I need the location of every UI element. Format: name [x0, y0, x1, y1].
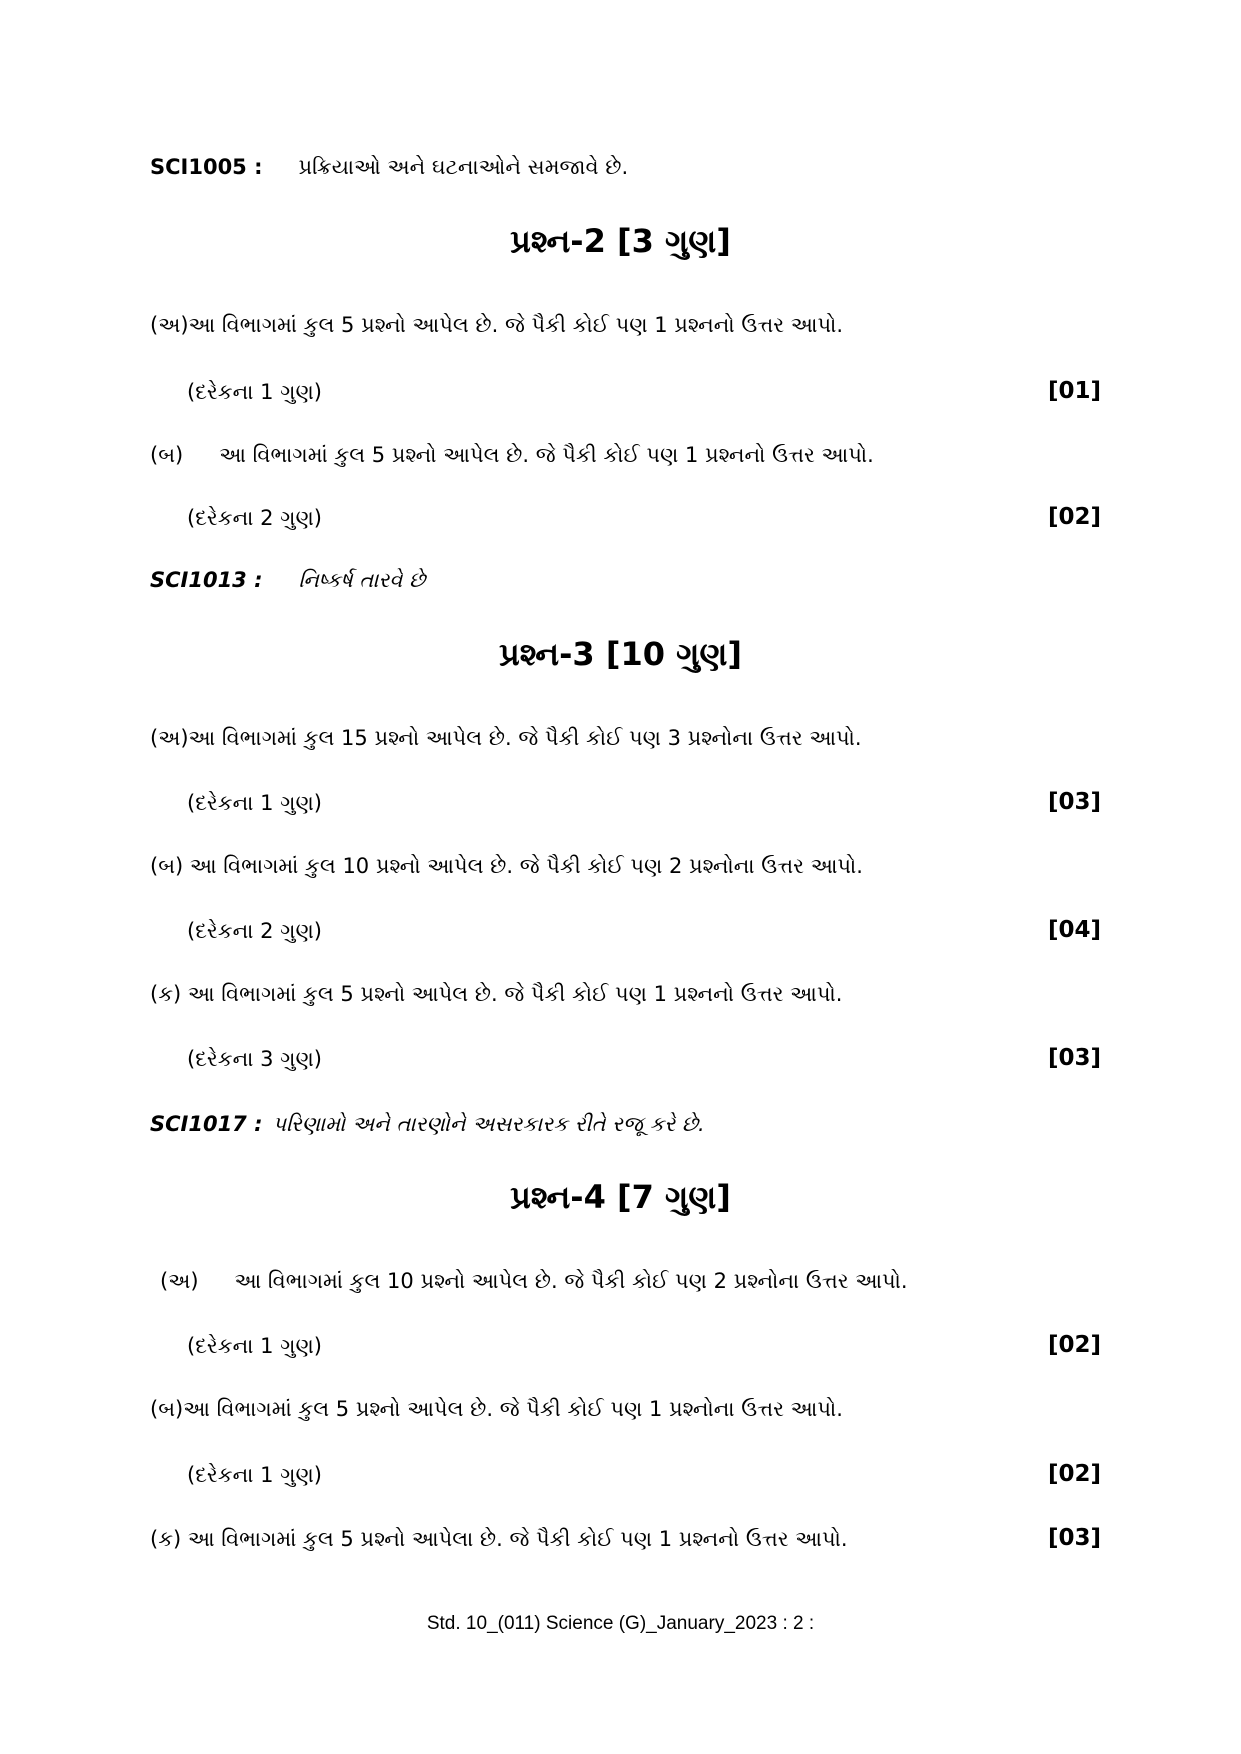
part-label: (અ): [160, 1269, 199, 1293]
part-note: (દરેકના 1 ગુણ): [187, 380, 322, 404]
part-marks: [02]: [1047, 1332, 1101, 1358]
question-heading-4: પ્રશ્ન-4 [7 ગુણ]: [510, 1178, 731, 1216]
part-text: આ વિભાગમાં કુલ 10 પ્રશ્નો આપેલ છે. જે પૈકી કોઈ પણ 2 પ્રશ્નોના ઉત્તર આપો.: [234, 1269, 908, 1293]
part-text: (ક) આ વિભાગમાં કુલ 5 પ્રશ્નો આપેલા છે. જે પૈકી કોઈ પણ 1 પ્રશ્નનો ઉત્તર આપો.: [150, 1527, 848, 1551]
part-note: (દરેકના 1 ગુણ): [187, 791, 322, 815]
part-marks: [04]: [1047, 917, 1101, 943]
objective-text: પરિણામો અને તારણોને અસરકારક રીતે રજૂ કરે છે.: [272, 1112, 705, 1136]
part-label: (બ): [150, 443, 184, 467]
part-text: (બ)આ વિભાગમાં કુલ 5 પ્રશ્નો આપેલ છે. જે પૈકી કોઈ પણ 1 પ્રશ્નોના ઉત્તર આપો.: [150, 1397, 843, 1421]
part-note: (દરેકના 2 ગુણ): [187, 506, 322, 530]
part-text: (અ)આ વિભાગમાં કુલ 5 પ્રશ્નો આપેલ છે. જે પૈકી કોઈ પણ 1 પ્રશ્નનો ઉત્તર આપો.: [150, 313, 844, 337]
objective-code: SCI1017 :: [150, 1112, 263, 1136]
part-note: (દરેકના 2 ગુણ): [187, 919, 322, 943]
part-text: (અ)આ વિભાગમાં કુલ 15 પ્રશ્નો આપેલ છે. જે પૈકી કોઈ પણ 3 પ્રશ્નોના ઉત્તર આપો.: [150, 726, 862, 750]
objective-text: નિષ્કર્ષ તારવે છે: [298, 568, 426, 592]
objective-text: પ્રક્રિયાઓ અને ઘટનાઓને સમજાવે છે.: [298, 155, 629, 179]
objective-code: SCI1005 :: [150, 155, 263, 179]
page-footer: Std. 10_(011) Science (G)_January_2023 : 2 :: [426, 1613, 815, 1634]
question-heading-3: પ્રશ્ન-3 [10 ગુણ]: [498, 635, 743, 673]
part-text: આ વિભાગમાં કુલ 5 પ્રશ્નો આપેલ છે. જે પૈકી કોઈ પણ 1 પ્રશ્નનો ઉત્તર આપો.: [219, 443, 874, 467]
part-text: (ક) આ વિભાગમાં કુલ 5 પ્રશ્નો આપેલ છે. જે પૈકી કોઈ પણ 1 પ્રશ્નનો ઉત્તર આપો.: [150, 982, 843, 1006]
part-line: [160, 1269, 908, 1294]
part-marks: [03]: [1047, 1525, 1101, 1551]
part-marks: [03]: [1047, 1045, 1101, 1071]
objective-line-sci1005: [150, 155, 628, 180]
part-marks: [02]: [1047, 504, 1101, 530]
part-text: (બ) આ વિભાગમાં કુલ 10 પ્રશ્નો આપેલ છે. જે પૈકી કોઈ પણ 2 પ્રશ્નોના ઉત્તર આપો.: [150, 854, 863, 878]
part-line: [150, 443, 874, 468]
part-marks: [01]: [1047, 378, 1101, 404]
objective-code: SCI1013 :: [150, 568, 263, 592]
objective-line-sci1013: [150, 568, 425, 593]
objective-line-sci1017: [150, 1112, 705, 1137]
part-marks: [03]: [1047, 789, 1101, 815]
part-note: (દરેકના 1 ગુણ): [187, 1463, 322, 1487]
part-marks: [02]: [1047, 1461, 1101, 1487]
question-heading-2: પ્રશ્ન-2 [3 ગુણ]: [510, 222, 731, 260]
part-note: (દરેકના 1 ગુણ): [187, 1334, 322, 1358]
part-note: (દરેકના 3 ગુણ): [187, 1047, 322, 1071]
